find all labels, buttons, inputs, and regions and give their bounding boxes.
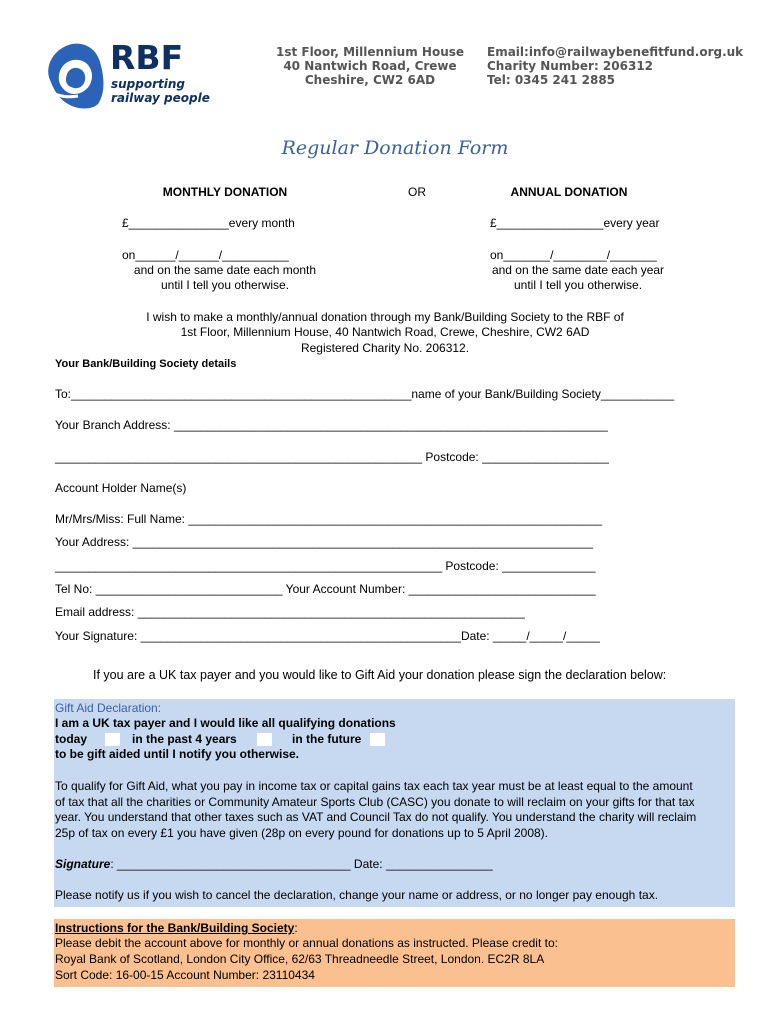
instructions-line: Please debit the account above for monthly or annual donations as instructed. Please credit to: <box>55 936 558 950</box>
gift-aid-prompt: If you are a UK tax payer and you would like to Gift Aid your donation please sign the declaration below: <box>93 668 667 682</box>
intro-line: 1st Floor, Millennium House, 40 Nantwich Road, Crewe, Cheshire, CW2 6AD <box>180 325 590 339</box>
checkbox-past-4-years[interactable] <box>257 733 272 746</box>
gift-aid-signature-row[interactable] <box>55 857 493 872</box>
option-past-4-years-label: in the past 4 years <box>132 732 237 746</box>
monthly-repeat-2: until I tell you otherwise. <box>160 278 290 292</box>
gift-aid-line1: I am a UK tax payer and I would like all qualifying donations <box>55 716 396 730</box>
gift-aid-title: Gift Aid Declaration: <box>55 701 162 715</box>
annual-amount-field[interactable]: £________________every year <box>490 216 660 230</box>
contact-tel: Tel: 0345 241 2885 <box>487 73 616 87</box>
contact-charity-number: Charity Number: 206312 <box>487 59 654 73</box>
qualify-line: 25p of tax on every £1 you have given (28p on every pound for donations up to 5 April 2008). <box>55 826 549 840</box>
checkbox-future[interactable] <box>370 733 385 746</box>
option-future-label: in the future <box>292 732 362 746</box>
annual-repeat-1: and on the same date each year <box>491 263 665 277</box>
your-address-field[interactable]: Your Address: _____________________________________________________________________ <box>55 535 594 549</box>
option-today-label: today <box>55 732 88 746</box>
instructions-line: Sort Code: 16-00-15 Account Number: 23110434 <box>55 968 315 982</box>
instructions-line: Royal Bank of Scotland, London City Office, 62/63 Threadneedle Street, London. EC2R 8LA <box>55 952 545 966</box>
logo-tagline-1: supporting <box>111 77 186 91</box>
monthly-amount-field[interactable]: £_______________every month <box>122 216 295 230</box>
qualify-line: of tax that all the charities or Community Amateur Sports Club (CASC) you donate to will reclaim on your gifts for that tax <box>55 795 695 809</box>
intro-line: Registered Charity No. 206312. <box>300 341 470 355</box>
page-title: Regular Donation Form <box>281 137 509 159</box>
address-line: 40 Nantwich Road, Crewe <box>283 59 457 73</box>
checkbox-today[interactable] <box>105 733 120 746</box>
tel-account-field[interactable]: Tel No: ____________________________ Your Account Number: ____________________________ <box>55 582 596 596</box>
instructions-title-row <box>55 921 298 936</box>
your-postcode-field[interactable]: __________________________________________________________ Postcode: ______________ <box>55 559 596 573</box>
address-line: Cheshire, CW2 6AD <box>304 73 436 87</box>
gift-aid-line3: to be gift aided until I notify you otherwise. <box>55 747 300 761</box>
gift-aid-signature-field[interactable]: : ___________________________________ Date: ________________ <box>110 857 493 871</box>
annual-date-field[interactable]: on_______/________/_______ <box>490 248 657 262</box>
logo-name: RBF <box>110 38 184 77</box>
rbf-logo-mark-icon <box>40 40 110 112</box>
rbf-logo <box>40 40 210 115</box>
instructions-title-colon: : <box>294 921 298 935</box>
monthly-repeat-1: and on the same date each month <box>133 263 317 277</box>
gift-aid-signature-label: Signature <box>55 857 111 871</box>
qualify-line: To qualify for Gift Aid, what you pay in income tax or capital gains tax each tax year must be at least equal to the amount <box>55 779 693 793</box>
gift-aid-declaration-box <box>54 699 735 907</box>
address-line: 1st Floor, Millennium House <box>275 45 465 59</box>
bank-name-field[interactable]: To:___________________________________________________name of your Bank/Building Society___________ <box>55 387 675 401</box>
account-holder-label: Account Holder Name(s) <box>55 481 187 495</box>
monthly-date-field[interactable]: on______/______/__________ <box>122 248 289 262</box>
branch-postcode-field[interactable]: _______________________________________________________ Postcode: ___________________ <box>55 450 609 464</box>
or-label: OR <box>408 185 426 199</box>
contact-email: Email:info@railwaybenefitfund.org.uk <box>487 45 744 59</box>
annual-heading: ANNUAL DONATION <box>510 185 628 199</box>
monthly-heading: MONTHLY DONATION <box>162 185 288 199</box>
annual-repeat-2: until I tell you otherwise. <box>513 278 643 292</box>
bank-section-heading: Your Bank/Building Society details <box>55 358 237 370</box>
header-address <box>270 45 470 87</box>
gift-aid-notify: Please notify us if you wish to cancel the declaration, change your name or address, or no longer pay enough tax. <box>55 888 659 902</box>
email-field[interactable]: Email address: __________________________________________________________ <box>55 605 525 619</box>
intro-line: I wish to make a monthly/annual donation through my Bank/Building Society to the RBF of <box>146 310 624 324</box>
header-contact <box>487 45 743 87</box>
instructions-title: Instructions for the Bank/Building Society <box>55 921 295 935</box>
logo-tagline-2: railway people <box>111 91 210 105</box>
branch-address-field[interactable]: Your Branch Address: _________________________________________________________________ <box>55 418 608 432</box>
qualify-line: year. You understand that other taxes such as VAT and Council Tax do not qualify. You understand the charity will reclaim <box>55 810 697 824</box>
bank-instructions-box <box>54 919 735 987</box>
signature-date-field[interactable]: Your Signature: ________________________________________________Date: _____/_____/_____ <box>55 629 600 643</box>
full-name-field[interactable]: Mr/Mrs/Miss: Full Name: ______________________________________________________________ <box>55 512 603 526</box>
